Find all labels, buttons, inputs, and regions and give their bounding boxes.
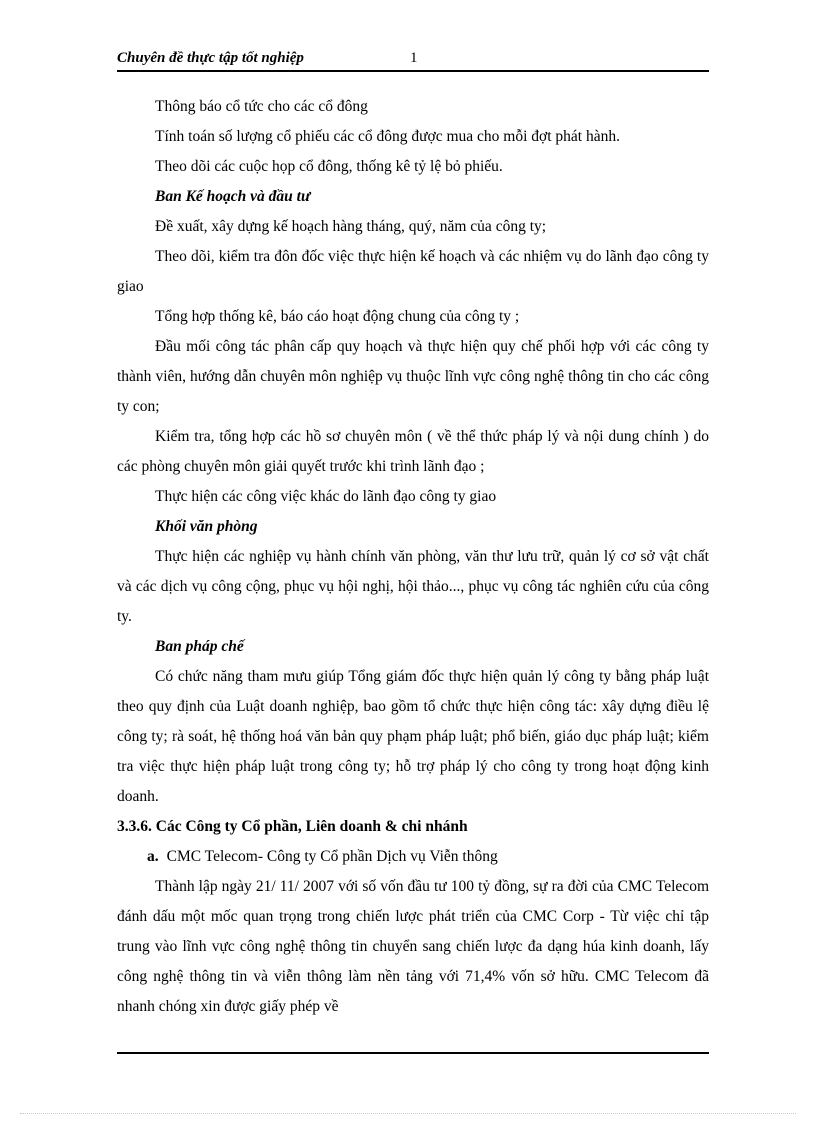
header-title: Chuyên đề thực tập tốt nghiệp bbox=[117, 50, 304, 66]
page-number: 1 bbox=[410, 50, 418, 66]
document-body bbox=[117, 92, 709, 1022]
subheading-phap-che: Ban pháp chế bbox=[155, 638, 244, 655]
sub-item-heading bbox=[117, 842, 709, 872]
paragraph: Kiểm tra, tổng hợp các hồ sơ chuyên môn ( về thể thức pháp lý và nội dung chính ) do các phòng chuyên môn giải quyết trước khi trình lãnh đạo ; bbox=[117, 428, 709, 475]
paragraph: Đầu mối công tác phân cấp quy hoạch và thực hiện quy chế phối hợp với các công ty thành viên, hướng dẫn chuyên môn nghiệp vụ thuộc lĩnh vực công nghệ thông tin cho các công ty con; bbox=[117, 338, 709, 415]
list-marker: a. bbox=[147, 848, 159, 865]
paragraph: Thực hiện các nghiệp vụ hành chính văn phòng, văn thư lưu trữ, quản lý cơ sở vật chất và các dịch vụ công cộng, phục vụ hội nghị, hội thảo..., phục vụ công tác nghiên cứu của công ty. bbox=[117, 548, 709, 625]
paragraph: Đề xuất, xây dựng kế hoạch hàng tháng, quý, năm của công ty; bbox=[155, 218, 547, 235]
section-heading: 3.3.6. Các Công ty Cổ phần, Liên doanh & chi nhánh bbox=[117, 818, 468, 835]
paragraph: Theo dõi các cuộc họp cổ đông, thống kê tỷ lệ bỏ phiếu. bbox=[155, 158, 503, 175]
paragraph: Tính toán số lượng cổ phiếu các cổ đông được mua cho mỗi đợt phát hành. bbox=[155, 128, 620, 145]
paragraph: Có chức năng tham mưu giúp Tổng giám đốc thực hiện quản lý công ty bằng pháp luật theo quy định của Luật doanh nghiệp, bao gồm tổ chức thực hiện công tác: xây dựng điều lệ công ty; rà soát, hệ thống hoá văn bản quy phạm pháp luật; phổ biến, giáo dục pháp luật; kiểm tra việc thực hiện pháp luật trong công ty; hỗ trợ pháp lý cho công ty trong hoạt động kinh doanh. bbox=[117, 668, 709, 805]
page-header bbox=[117, 46, 709, 72]
page-edge-divider bbox=[20, 1113, 796, 1114]
paragraph: Thành lập ngày 21/ 11/ 2007 với số vốn đầu tư 100 tỷ đồng, sự ra đời của CMC Telecom đánh dấu một mốc quan trọng trong chiến lược phát triển của CMC Corp - Từ việc chỉ tập trung vào lĩnh vực công nghệ thông tin chuyển sang chiến lược đa dạng húa kinh doanh, lấy công nghệ thông tin và viễn thông làm nền tảng với 71,4% vốn sở hữu. CMC Telecom đã nhanh chóng xin được giấy phép về bbox=[117, 878, 709, 1015]
subheading-van-phong: Khối văn phòng bbox=[155, 518, 258, 535]
paragraph: Thực hiện các công việc khác do lãnh đạo công ty giao bbox=[155, 488, 497, 505]
paragraph: Tổng hợp thống kê, báo cáo hoạt động chung của công ty ; bbox=[155, 308, 520, 325]
paragraph: Theo dõi, kiểm tra đôn đốc việc thực hiện kế hoạch và các nhiệm vụ do lãnh đạo công ty giao bbox=[117, 248, 709, 295]
sub-item-text: CMC Telecom- Công ty Cổ phần Dịch vụ Viễn thông bbox=[166, 848, 498, 865]
paragraph: Thông báo cổ tức cho các cổ đông bbox=[155, 98, 368, 115]
footer-rule bbox=[117, 1052, 709, 1054]
subheading-ke-hoach: Ban Kế hoạch và đầu tư bbox=[155, 188, 311, 205]
